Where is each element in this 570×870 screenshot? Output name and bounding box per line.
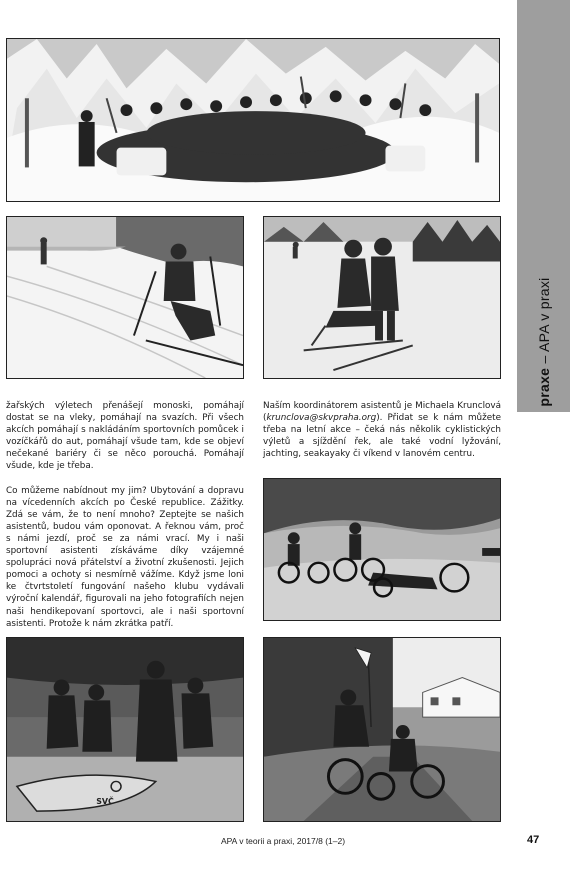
photo-sit-ski-child — [263, 216, 501, 379]
paragraph: žařských výletech přenášejí monoski, pomáhají dostat se na vleky, pomáhají na svazích. Při všech akcích pomáhají s nakládáním sportovních pomůcek i vozíčkářů do aut, pomáhají všude tam, kde se objeví nečekané bariéry či se něco porouchá. Pomáhají všude, kde je třeba. — [6, 401, 244, 472]
kayak-lettering: SVČ — [96, 797, 114, 807]
section-tab-label: praxe – APA v praxi — [536, 277, 552, 407]
photo-handbike-trail — [263, 478, 501, 621]
photo-handbike-forest — [263, 637, 501, 822]
photo-kayak-group — [6, 637, 244, 822]
text-column-right — [263, 400, 501, 460]
page-number: 47 — [527, 834, 540, 846]
email-address: krunclova@skvpraha.org — [266, 413, 377, 424]
photo-group-snow — [6, 38, 500, 202]
text-column-left — [6, 400, 244, 630]
footer-source: APA v teorii a praxi, 2017/8 (1–2) — [220, 836, 346, 846]
paragraph: Naším koordinátorem asistentů je Michaela Krunclová (krunclova@skvpraha.org). Přidat se k nám můžete třeba na letní akce – čeká nás několik cyklistických výletů a sjíždění řek, ale také vodní lyžování, jachting, seakayaky či víkend v lanovém centru. — [263, 401, 501, 460]
paragraph: Co můžeme nabídnout my jim? Ubytování a dopravu na vícedenních akcích po České republice. Zážitky. Zdá se vám, že to není mnoho? Zeptejte se našich asistentů, budou vám oponovat. A řeknou vám, proč s námi jezdí, proč se za námi vrací. My i naši sportovní asistenti získáváme díky vzájemné spolupráci nová přátelství a životní zkušenosti. Jejich pomoci a ochoty si nesmírně vážíme. Když jsme loni ke čtvrtstoletí fungování našeho klubu vydávali výroční kalendář, figurovali na jeho fotografiích nejen naši hendikepovaní sportovci, ale i naši sportovní asistenti. Protože k nám zkrátka patří. — [6, 485, 244, 629]
photo-sit-ski-trail — [6, 216, 244, 379]
